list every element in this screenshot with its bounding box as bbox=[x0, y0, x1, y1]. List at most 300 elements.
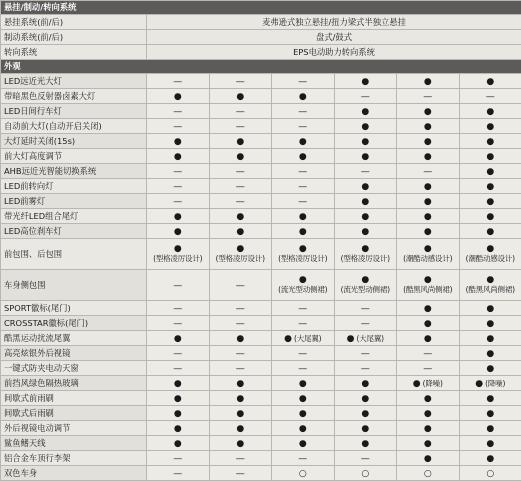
cell-note: (流光型动侧裙) bbox=[341, 285, 390, 295]
availability-mark: ● bbox=[361, 122, 369, 132]
availability-mark: ● bbox=[174, 212, 182, 222]
availability-mark: ● bbox=[299, 245, 307, 254]
availability-cell bbox=[272, 119, 335, 134]
availability-cell bbox=[334, 421, 397, 436]
availability-mark: ● bbox=[236, 409, 244, 419]
availability-mark: ● bbox=[486, 167, 494, 177]
table-row bbox=[1, 149, 521, 164]
availability-cell bbox=[147, 466, 210, 481]
availability-mark: — bbox=[361, 304, 370, 314]
availability-mark: — bbox=[361, 454, 370, 464]
availability-mark: ● bbox=[284, 335, 292, 344]
availability-cell bbox=[209, 74, 272, 89]
availability-cell bbox=[334, 270, 397, 301]
availability-cell bbox=[147, 149, 210, 164]
availability-cell bbox=[397, 164, 460, 179]
availability-cell bbox=[147, 164, 210, 179]
availability-cell bbox=[209, 451, 272, 466]
row-label: 转向系统 bbox=[1, 45, 147, 60]
availability-cell bbox=[397, 301, 460, 316]
availability-mark: ● bbox=[486, 227, 494, 237]
availability-mark: ● bbox=[299, 276, 307, 285]
availability-mark: ● bbox=[174, 439, 182, 449]
row-label: SPORT徽标(尾门) bbox=[1, 301, 147, 316]
availability-mark: — bbox=[298, 319, 307, 329]
availability-cell bbox=[397, 466, 460, 481]
availability-mark: ● bbox=[486, 77, 494, 87]
availability-mark: — bbox=[486, 92, 495, 102]
availability-mark: — bbox=[361, 364, 370, 374]
availability-cell bbox=[209, 391, 272, 406]
cell-note: (潮酷动感设计) bbox=[466, 254, 515, 264]
availability-mark: ● bbox=[299, 409, 307, 419]
table-row bbox=[1, 346, 521, 361]
availability-cell bbox=[459, 74, 521, 89]
availability-cell bbox=[334, 224, 397, 239]
availability-cell bbox=[397, 119, 460, 134]
availability-cell bbox=[147, 224, 210, 239]
availability-cell bbox=[334, 104, 397, 119]
availability-cell bbox=[272, 376, 335, 391]
availability-mark: — bbox=[298, 122, 307, 132]
availability-cell bbox=[147, 316, 210, 331]
availability-cell bbox=[147, 376, 210, 391]
availability-cell bbox=[459, 164, 521, 179]
table-row bbox=[1, 361, 521, 376]
availability-cell bbox=[147, 239, 210, 270]
availability-cell bbox=[334, 406, 397, 421]
table-row bbox=[1, 74, 521, 89]
availability-mark: — bbox=[236, 304, 245, 314]
availability-mark: ● bbox=[299, 227, 307, 237]
availability-mark: ● bbox=[486, 122, 494, 132]
availability-mark: ● bbox=[424, 276, 432, 285]
availability-cell bbox=[209, 239, 272, 270]
section-header-chassis bbox=[1, 1, 521, 15]
availability-cell bbox=[147, 451, 210, 466]
availability-mark: — bbox=[298, 349, 307, 359]
availability-mark: ● bbox=[424, 212, 432, 222]
availability-mark: ○ bbox=[361, 469, 369, 479]
availability-cell bbox=[209, 346, 272, 361]
availability-cell bbox=[459, 239, 521, 270]
availability-cell bbox=[459, 179, 521, 194]
availability-cell bbox=[334, 361, 397, 376]
availability-mark: ● bbox=[361, 77, 369, 87]
availability-mark: ● bbox=[424, 409, 432, 419]
availability-cell bbox=[209, 361, 272, 376]
cell-note: (酷黑风尚侧裙) bbox=[466, 285, 515, 295]
table-row bbox=[1, 301, 521, 316]
availability-cell bbox=[272, 134, 335, 149]
availability-cell bbox=[209, 421, 272, 436]
availability-cell bbox=[397, 270, 460, 301]
table-row bbox=[1, 376, 521, 391]
availability-mark: ● bbox=[486, 107, 494, 117]
availability-mark: ● bbox=[424, 304, 432, 314]
availability-mark: ● bbox=[424, 394, 432, 404]
availability-mark: ● bbox=[236, 137, 244, 147]
availability-mark: — bbox=[298, 182, 307, 192]
availability-mark: — bbox=[173, 364, 182, 374]
availability-cell bbox=[459, 224, 521, 239]
availability-cell bbox=[147, 209, 210, 224]
availability-cell bbox=[459, 270, 521, 301]
table-row bbox=[1, 331, 521, 346]
availability-mark: ● bbox=[424, 197, 432, 207]
availability-cell bbox=[209, 406, 272, 421]
availability-cell bbox=[397, 346, 460, 361]
availability-cell bbox=[334, 331, 397, 346]
availability-mark: ● bbox=[486, 409, 494, 419]
availability-cell bbox=[397, 391, 460, 406]
availability-mark: — bbox=[236, 77, 245, 87]
availability-mark: — bbox=[173, 349, 182, 359]
section-header-exterior bbox=[1, 60, 521, 74]
availability-mark: — bbox=[298, 454, 307, 464]
availability-cell bbox=[334, 451, 397, 466]
cell-note: (大尾翼) bbox=[357, 334, 384, 344]
availability-mark: ● bbox=[174, 334, 182, 344]
availability-cell bbox=[272, 104, 335, 119]
availability-mark: — bbox=[236, 281, 245, 291]
availability-mark: ● bbox=[361, 245, 369, 254]
availability-cell bbox=[209, 270, 272, 301]
row-label: 铝合金车顶行李架 bbox=[1, 451, 147, 466]
availability-cell bbox=[397, 194, 460, 209]
row-label: 双色车身 bbox=[1, 466, 147, 481]
availability-mark: — bbox=[173, 107, 182, 117]
availability-cell bbox=[334, 194, 397, 209]
availability-mark: ● bbox=[361, 137, 369, 147]
availability-mark: ● bbox=[361, 409, 369, 419]
availability-mark: — bbox=[423, 349, 432, 359]
table-row bbox=[1, 194, 521, 209]
availability-cell bbox=[397, 89, 460, 104]
availability-mark: ● bbox=[424, 439, 432, 449]
availability-cell bbox=[209, 119, 272, 134]
availability-cell bbox=[459, 89, 521, 104]
spec-row-brakes bbox=[1, 30, 521, 45]
row-label: 前大灯高度调节 bbox=[1, 149, 147, 164]
availability-cell bbox=[459, 331, 521, 346]
cell-note: (型格凌厉设计) bbox=[153, 254, 202, 264]
availability-mark: ● bbox=[486, 364, 494, 374]
availability-cell bbox=[397, 316, 460, 331]
row-label: LED前雾灯 bbox=[1, 194, 147, 209]
table-row bbox=[1, 436, 521, 451]
availability-cell bbox=[397, 239, 460, 270]
availability-mark: ● bbox=[424, 245, 432, 254]
availability-cell bbox=[397, 406, 460, 421]
availability-mark: ● bbox=[475, 380, 483, 389]
availability-cell bbox=[459, 436, 521, 451]
availability-mark: ● bbox=[174, 394, 182, 404]
mark-with-note bbox=[147, 245, 209, 264]
availability-cell bbox=[334, 179, 397, 194]
availability-cell bbox=[459, 316, 521, 331]
mark-with-note bbox=[272, 245, 334, 264]
availability-cell bbox=[209, 164, 272, 179]
availability-mark: ● bbox=[361, 152, 369, 162]
availability-mark: — bbox=[236, 182, 245, 192]
availability-cell bbox=[147, 436, 210, 451]
availability-mark: ● bbox=[174, 227, 182, 237]
row-label: LED日间行车灯 bbox=[1, 104, 147, 119]
availability-mark: ● bbox=[361, 107, 369, 117]
row-label: CROSSTAR徽标(尾门) bbox=[1, 316, 147, 331]
availability-mark: ● bbox=[174, 379, 182, 389]
availability-cell bbox=[209, 134, 272, 149]
availability-mark: ● bbox=[236, 379, 244, 389]
availability-mark: ● bbox=[486, 424, 494, 434]
availability-mark: ● bbox=[299, 439, 307, 449]
availability-cell bbox=[147, 74, 210, 89]
row-value: 麦弗逊式独立悬挂/扭力梁式半独立悬挂 bbox=[147, 15, 521, 30]
table-row bbox=[1, 451, 521, 466]
row-label: 大灯延时关闭(15s) bbox=[1, 134, 147, 149]
availability-cell bbox=[272, 89, 335, 104]
availability-mark: — bbox=[173, 197, 182, 207]
availability-mark: ● bbox=[361, 394, 369, 404]
mark-with-note bbox=[347, 334, 384, 344]
availability-mark: — bbox=[298, 197, 307, 207]
row-label: LED高位刹车灯 bbox=[1, 224, 147, 239]
mark-with-note bbox=[397, 245, 459, 264]
cell-note: (大尾翼) bbox=[294, 334, 321, 344]
availability-mark: ● bbox=[486, 197, 494, 207]
availability-cell bbox=[397, 179, 460, 194]
availability-cell bbox=[209, 224, 272, 239]
availability-mark: ● bbox=[486, 319, 494, 329]
availability-cell bbox=[147, 119, 210, 134]
row-label: AHB远近光智能切换系统 bbox=[1, 164, 147, 179]
availability-mark: — bbox=[236, 319, 245, 329]
availability-cell bbox=[209, 331, 272, 346]
mark-with-note bbox=[397, 276, 459, 295]
availability-mark: — bbox=[361, 349, 370, 359]
row-label: 自动前大灯(自动开启关闭) bbox=[1, 119, 147, 134]
availability-cell bbox=[397, 451, 460, 466]
availability-mark: ● bbox=[174, 137, 182, 147]
availability-mark: — bbox=[236, 107, 245, 117]
row-label: 一键式防夹电动天窗 bbox=[1, 361, 147, 376]
availability-cell bbox=[334, 134, 397, 149]
availability-mark: ● bbox=[486, 152, 494, 162]
availability-mark: ● bbox=[299, 394, 307, 404]
availability-cell bbox=[459, 451, 521, 466]
mark-with-note bbox=[272, 276, 334, 295]
availability-cell bbox=[147, 104, 210, 119]
availability-cell bbox=[209, 436, 272, 451]
availability-cell bbox=[459, 149, 521, 164]
availability-mark: ● bbox=[361, 197, 369, 207]
availability-mark: ● bbox=[424, 454, 432, 464]
availability-cell bbox=[147, 179, 210, 194]
availability-cell bbox=[272, 164, 335, 179]
availability-cell bbox=[397, 331, 460, 346]
availability-cell bbox=[334, 391, 397, 406]
mark-with-note bbox=[460, 276, 521, 295]
availability-mark: — bbox=[423, 92, 432, 102]
table-row bbox=[1, 179, 521, 194]
availability-mark: ● bbox=[361, 424, 369, 434]
availability-cell bbox=[147, 331, 210, 346]
availability-cell bbox=[334, 149, 397, 164]
cell-note: (降噪) bbox=[423, 379, 443, 389]
availability-cell bbox=[209, 179, 272, 194]
availability-mark: — bbox=[361, 92, 370, 102]
availability-cell bbox=[272, 270, 335, 301]
availability-cell bbox=[334, 376, 397, 391]
availability-mark: ● bbox=[486, 245, 494, 254]
availability-cell bbox=[147, 194, 210, 209]
availability-mark: ● bbox=[299, 92, 307, 102]
cell-note: (型格凌厉设计) bbox=[216, 254, 265, 264]
availability-mark: ● bbox=[361, 439, 369, 449]
availability-mark: — bbox=[236, 122, 245, 132]
availability-mark: ● bbox=[424, 122, 432, 132]
availability-mark: — bbox=[298, 304, 307, 314]
availability-mark: — bbox=[236, 454, 245, 464]
row-label: 带光纤LED组合尾灯 bbox=[1, 209, 147, 224]
mark-with-note bbox=[413, 379, 443, 389]
availability-mark: ● bbox=[424, 152, 432, 162]
availability-mark: — bbox=[236, 364, 245, 374]
availability-mark: — bbox=[236, 469, 245, 479]
availability-mark: ● bbox=[486, 394, 494, 404]
availability-mark: — bbox=[298, 167, 307, 177]
mark-with-note bbox=[460, 245, 521, 264]
availability-cell bbox=[334, 316, 397, 331]
availability-mark: — bbox=[173, 469, 182, 479]
availability-cell bbox=[334, 466, 397, 481]
availability-cell bbox=[459, 406, 521, 421]
row-label: 带暗黑色反射器卤素大灯 bbox=[1, 89, 147, 104]
availability-cell bbox=[334, 209, 397, 224]
table-row bbox=[1, 421, 521, 436]
availability-mark: — bbox=[423, 167, 432, 177]
availability-cell bbox=[272, 466, 335, 481]
availability-cell bbox=[334, 164, 397, 179]
availability-mark: — bbox=[298, 364, 307, 374]
availability-cell bbox=[272, 239, 335, 270]
availability-mark: — bbox=[236, 197, 245, 207]
availability-cell bbox=[459, 346, 521, 361]
availability-cell bbox=[209, 466, 272, 481]
row-label: 前挡风绿色隔热玻璃 bbox=[1, 376, 147, 391]
cell-note: (酷黑风尚侧裙) bbox=[403, 285, 452, 295]
row-label: 高亮炫银外后视镜 bbox=[1, 346, 147, 361]
availability-mark: ● bbox=[361, 212, 369, 222]
availability-cell bbox=[459, 119, 521, 134]
availability-mark: ● bbox=[361, 379, 369, 389]
table-row bbox=[1, 89, 521, 104]
availability-mark: ● bbox=[236, 334, 244, 344]
row-label: LED前转向灯 bbox=[1, 179, 147, 194]
row-label: 制动系统(前/后) bbox=[1, 30, 147, 45]
availability-mark: ● bbox=[299, 137, 307, 147]
row-label: 酷黑运动扰流尾翼 bbox=[1, 331, 147, 346]
availability-mark: ● bbox=[413, 380, 421, 389]
availability-mark: ● bbox=[486, 276, 494, 285]
mark-with-note bbox=[210, 245, 272, 264]
availability-cell bbox=[209, 149, 272, 164]
availability-mark: — bbox=[173, 122, 182, 132]
availability-mark: ● bbox=[236, 212, 244, 222]
table-row bbox=[1, 466, 521, 481]
availability-cell bbox=[272, 436, 335, 451]
table-row bbox=[1, 391, 521, 406]
availability-mark: ● bbox=[486, 304, 494, 314]
availability-mark: ● bbox=[299, 212, 307, 222]
table-row bbox=[1, 316, 521, 331]
availability-mark: ○ bbox=[299, 469, 307, 479]
availability-cell bbox=[397, 104, 460, 119]
availability-cell bbox=[397, 149, 460, 164]
availability-cell bbox=[334, 74, 397, 89]
availability-mark: ● bbox=[174, 152, 182, 162]
availability-mark: ● bbox=[424, 107, 432, 117]
availability-cell bbox=[272, 316, 335, 331]
availability-mark: ● bbox=[486, 349, 494, 359]
availability-cell bbox=[147, 346, 210, 361]
availability-mark: — bbox=[298, 77, 307, 87]
availability-mark: ● bbox=[174, 424, 182, 434]
availability-cell bbox=[272, 421, 335, 436]
availability-mark: ● bbox=[236, 394, 244, 404]
row-label: 间歇式后雨刷 bbox=[1, 406, 147, 421]
availability-cell bbox=[397, 74, 460, 89]
availability-mark: — bbox=[298, 107, 307, 117]
availability-cell bbox=[397, 134, 460, 149]
availability-cell bbox=[397, 436, 460, 451]
availability-mark: — bbox=[236, 167, 245, 177]
row-label: 间歇式前雨刷 bbox=[1, 391, 147, 406]
availability-cell bbox=[459, 391, 521, 406]
table-row bbox=[1, 134, 521, 149]
row-value: EPS电动助力转向系统 bbox=[147, 45, 521, 60]
availability-mark: ● bbox=[424, 182, 432, 192]
table-row bbox=[1, 239, 521, 270]
availability-cell bbox=[209, 209, 272, 224]
availability-mark: ● bbox=[236, 245, 244, 254]
availability-mark: ● bbox=[361, 182, 369, 192]
section-title: 悬挂/制动/转向系统 bbox=[1, 1, 521, 15]
availability-cell bbox=[397, 361, 460, 376]
availability-mark: — bbox=[361, 319, 370, 329]
table-row bbox=[1, 270, 521, 301]
spec-row-suspension bbox=[1, 15, 521, 30]
table-row bbox=[1, 406, 521, 421]
row-value: 盘式/鼓式 bbox=[147, 30, 521, 45]
availability-mark: ● bbox=[424, 227, 432, 237]
availability-cell bbox=[334, 119, 397, 134]
availability-mark: ○ bbox=[424, 469, 432, 479]
availability-cell bbox=[272, 301, 335, 316]
availability-cell bbox=[272, 391, 335, 406]
section-title: 外观 bbox=[1, 60, 521, 74]
availability-cell bbox=[459, 466, 521, 481]
cell-note: (流光型动侧裙) bbox=[278, 285, 327, 295]
availability-mark: ● bbox=[174, 409, 182, 419]
availability-mark: ● bbox=[236, 439, 244, 449]
availability-cell bbox=[209, 104, 272, 119]
cell-note: (型格凌厉设计) bbox=[341, 254, 390, 264]
availability-mark: ● bbox=[486, 334, 494, 344]
availability-mark: ● bbox=[299, 379, 307, 389]
availability-cell bbox=[272, 74, 335, 89]
